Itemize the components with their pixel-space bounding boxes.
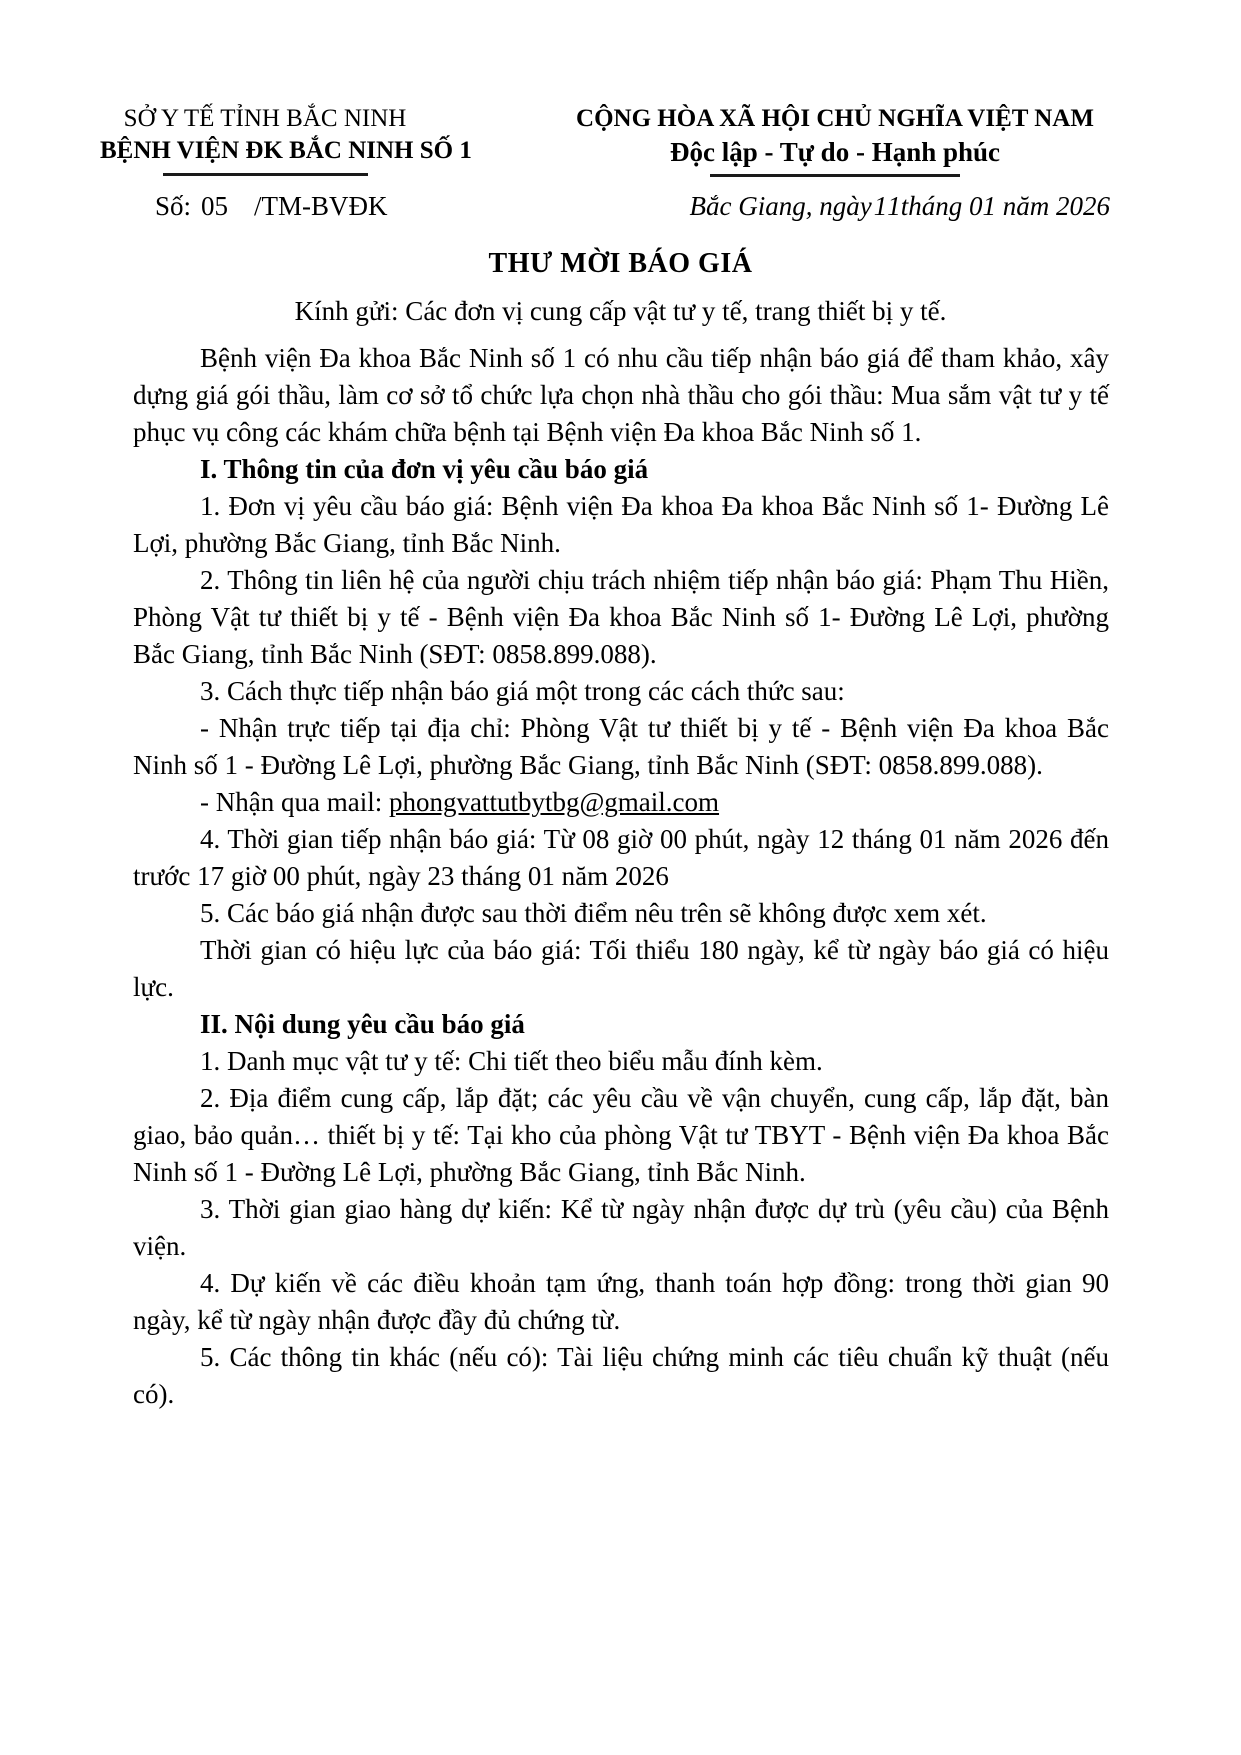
org-name: BỆNH VIỆN ĐK BẮC NINH SỐ 1 xyxy=(100,137,472,164)
document-header xyxy=(0,0,1241,177)
national-motto: Độc lập - Tự do - Hạnh phúc xyxy=(669,137,1001,167)
salutation-line: Kính gửi: Các đơn vị cung cấp vật tư y tế, trang thiết bị y tế. xyxy=(294,296,947,326)
section1-item-receive-mail xyxy=(133,784,1109,821)
place-date-prefix: Bắc Giang, ngày xyxy=(689,191,872,221)
document-body xyxy=(0,327,1241,1413)
mail-line-prefix: - Nhận qua mail: xyxy=(200,787,389,817)
section1-item-3: 3. Cách thực tiếp nhận báo giá một trong các cách thức sau: xyxy=(200,676,845,706)
section2-heading: II. Nội dung yêu cầu báo giá xyxy=(200,1009,525,1039)
intro-paragraph: Bệnh viện Đa khoa Bắc Ninh số 1 có nhu cầu tiếp nhận báo giá để tham khảo, xây dựng giá gói thầu, làm cơ sở tổ chức lựa chọn nhà thầu cho gói thầu: Mua sắm vật tư y tế phục vụ công các khám chữa bệnh tại Bệnh viện Đa khoa Bắc Ninh số 1. xyxy=(133,343,1109,447)
national-motto-block xyxy=(550,103,1120,177)
place-and-date xyxy=(690,191,1110,222)
section1-item-4: 4. Thời gian tiếp nhận báo giá: Từ 08 giờ 00 phút, ngày 12 tháng 01 năm 2026 đến trước 17 giờ 00 phút, ngày 23 tháng 01 năm 2026 xyxy=(133,824,1109,891)
section1-item-receive-direct: - Nhận trực tiếp tại địa chỉ: Phòng Vật tư thiết bị y tế - Bệnh viện Đa khoa Bắc Ninh số 1 - Đường Lê Lợi, phường Bắc Giang, tỉnh Bắc Ninh (SĐT: 0858.899.088). xyxy=(133,713,1109,780)
doc-number-value: 05 xyxy=(201,191,229,221)
section2-item-2: 2. Địa điểm cung cấp, lắp đặt; các yêu cầu về vận chuyển, cung cấp, lắp đặt, bàn giao, bảo quản… thiết bị y tế: Tại kho của phòng Vật tư TBYT - Bệnh viện Đa khoa Bắc Ninh số 1 - Đường Lê Lợi, phường Bắc Giang, tỉnh Bắc Ninh. xyxy=(133,1083,1109,1187)
doc-number xyxy=(155,191,388,222)
section2-item-4: 4. Dự kiến về các điều khoản tạm ứng, thanh toán hợp đồng: trong thời gian 90 ngày, kể từ ngày nhận được đầy đủ chứng từ. xyxy=(133,1268,1109,1335)
doc-number-label: Số: xyxy=(155,191,192,221)
parent-org-name: SỞ Y TẾ TỈNH BẮC NINH xyxy=(123,105,407,132)
section2-item-3: 3. Thời gian giao hàng dự kiến: Kể từ ngày nhận được dự trù (yêu cầu) của Bệnh viện. xyxy=(133,1194,1109,1261)
email-link[interactable]: phongvattutbytbg@gmail.com xyxy=(388,787,720,817)
doc-number-suffix: /TM-BVĐK xyxy=(254,191,388,221)
motto-underline xyxy=(710,174,960,177)
issuing-org-block xyxy=(100,103,472,177)
section1-heading: I. Thông tin của đơn vị yêu cầu báo giá xyxy=(200,454,649,484)
org-underline xyxy=(163,173,368,176)
section1-item-1: 1. Đơn vị yêu cầu báo giá: Bệnh viện Đa khoa Đa khoa Bắc Ninh số 1- Đường Lê Lợi, phường Bắc Giang, tỉnh Bắc Ninh. xyxy=(133,491,1109,558)
doc-meta-row xyxy=(0,177,1241,222)
section2-item-5: 5. Các thông tin khác (nếu có): Tài liệu chứng minh các tiêu chuẩn kỹ thuật (nếu có). xyxy=(133,1342,1109,1409)
section1-item-2: 2. Thông tin liên hệ của người chịu trách nhiệm tiếp nhận báo giá: Phạm Thu Hiền, Phòng Vật tư thiết bị y tế - Bệnh viện Đa khoa Bắc Ninh số 1- Đường Lê Lợi, phường Bắc Giang, tỉnh Bắc Ninh (SĐT: 0858.899.088). xyxy=(133,565,1109,669)
section1-item-5: 5. Các báo giá nhận được sau thời điểm nêu trên sẽ không được xem xét. xyxy=(200,898,987,928)
national-title: CỘNG HÒA XÃ HỘI CHỦ NGHĨA VIỆT NAM xyxy=(576,105,1094,132)
page-title: THƯ MỜI BÁO GIÁ xyxy=(488,248,753,279)
section1-validity-paragraph: Thời gian có hiệu lực của báo giá: Tối thiểu 180 ngày, kể từ ngày báo giá có hiệu lực. xyxy=(133,935,1109,1002)
section2-item-1: 1. Danh mục vật tư y tế: Chi tiết theo biểu mẫu đính kèm. xyxy=(200,1046,823,1076)
place-date-suffix: tháng 01 năm 2026 xyxy=(900,191,1110,221)
place-date-day: 11 xyxy=(873,191,903,221)
